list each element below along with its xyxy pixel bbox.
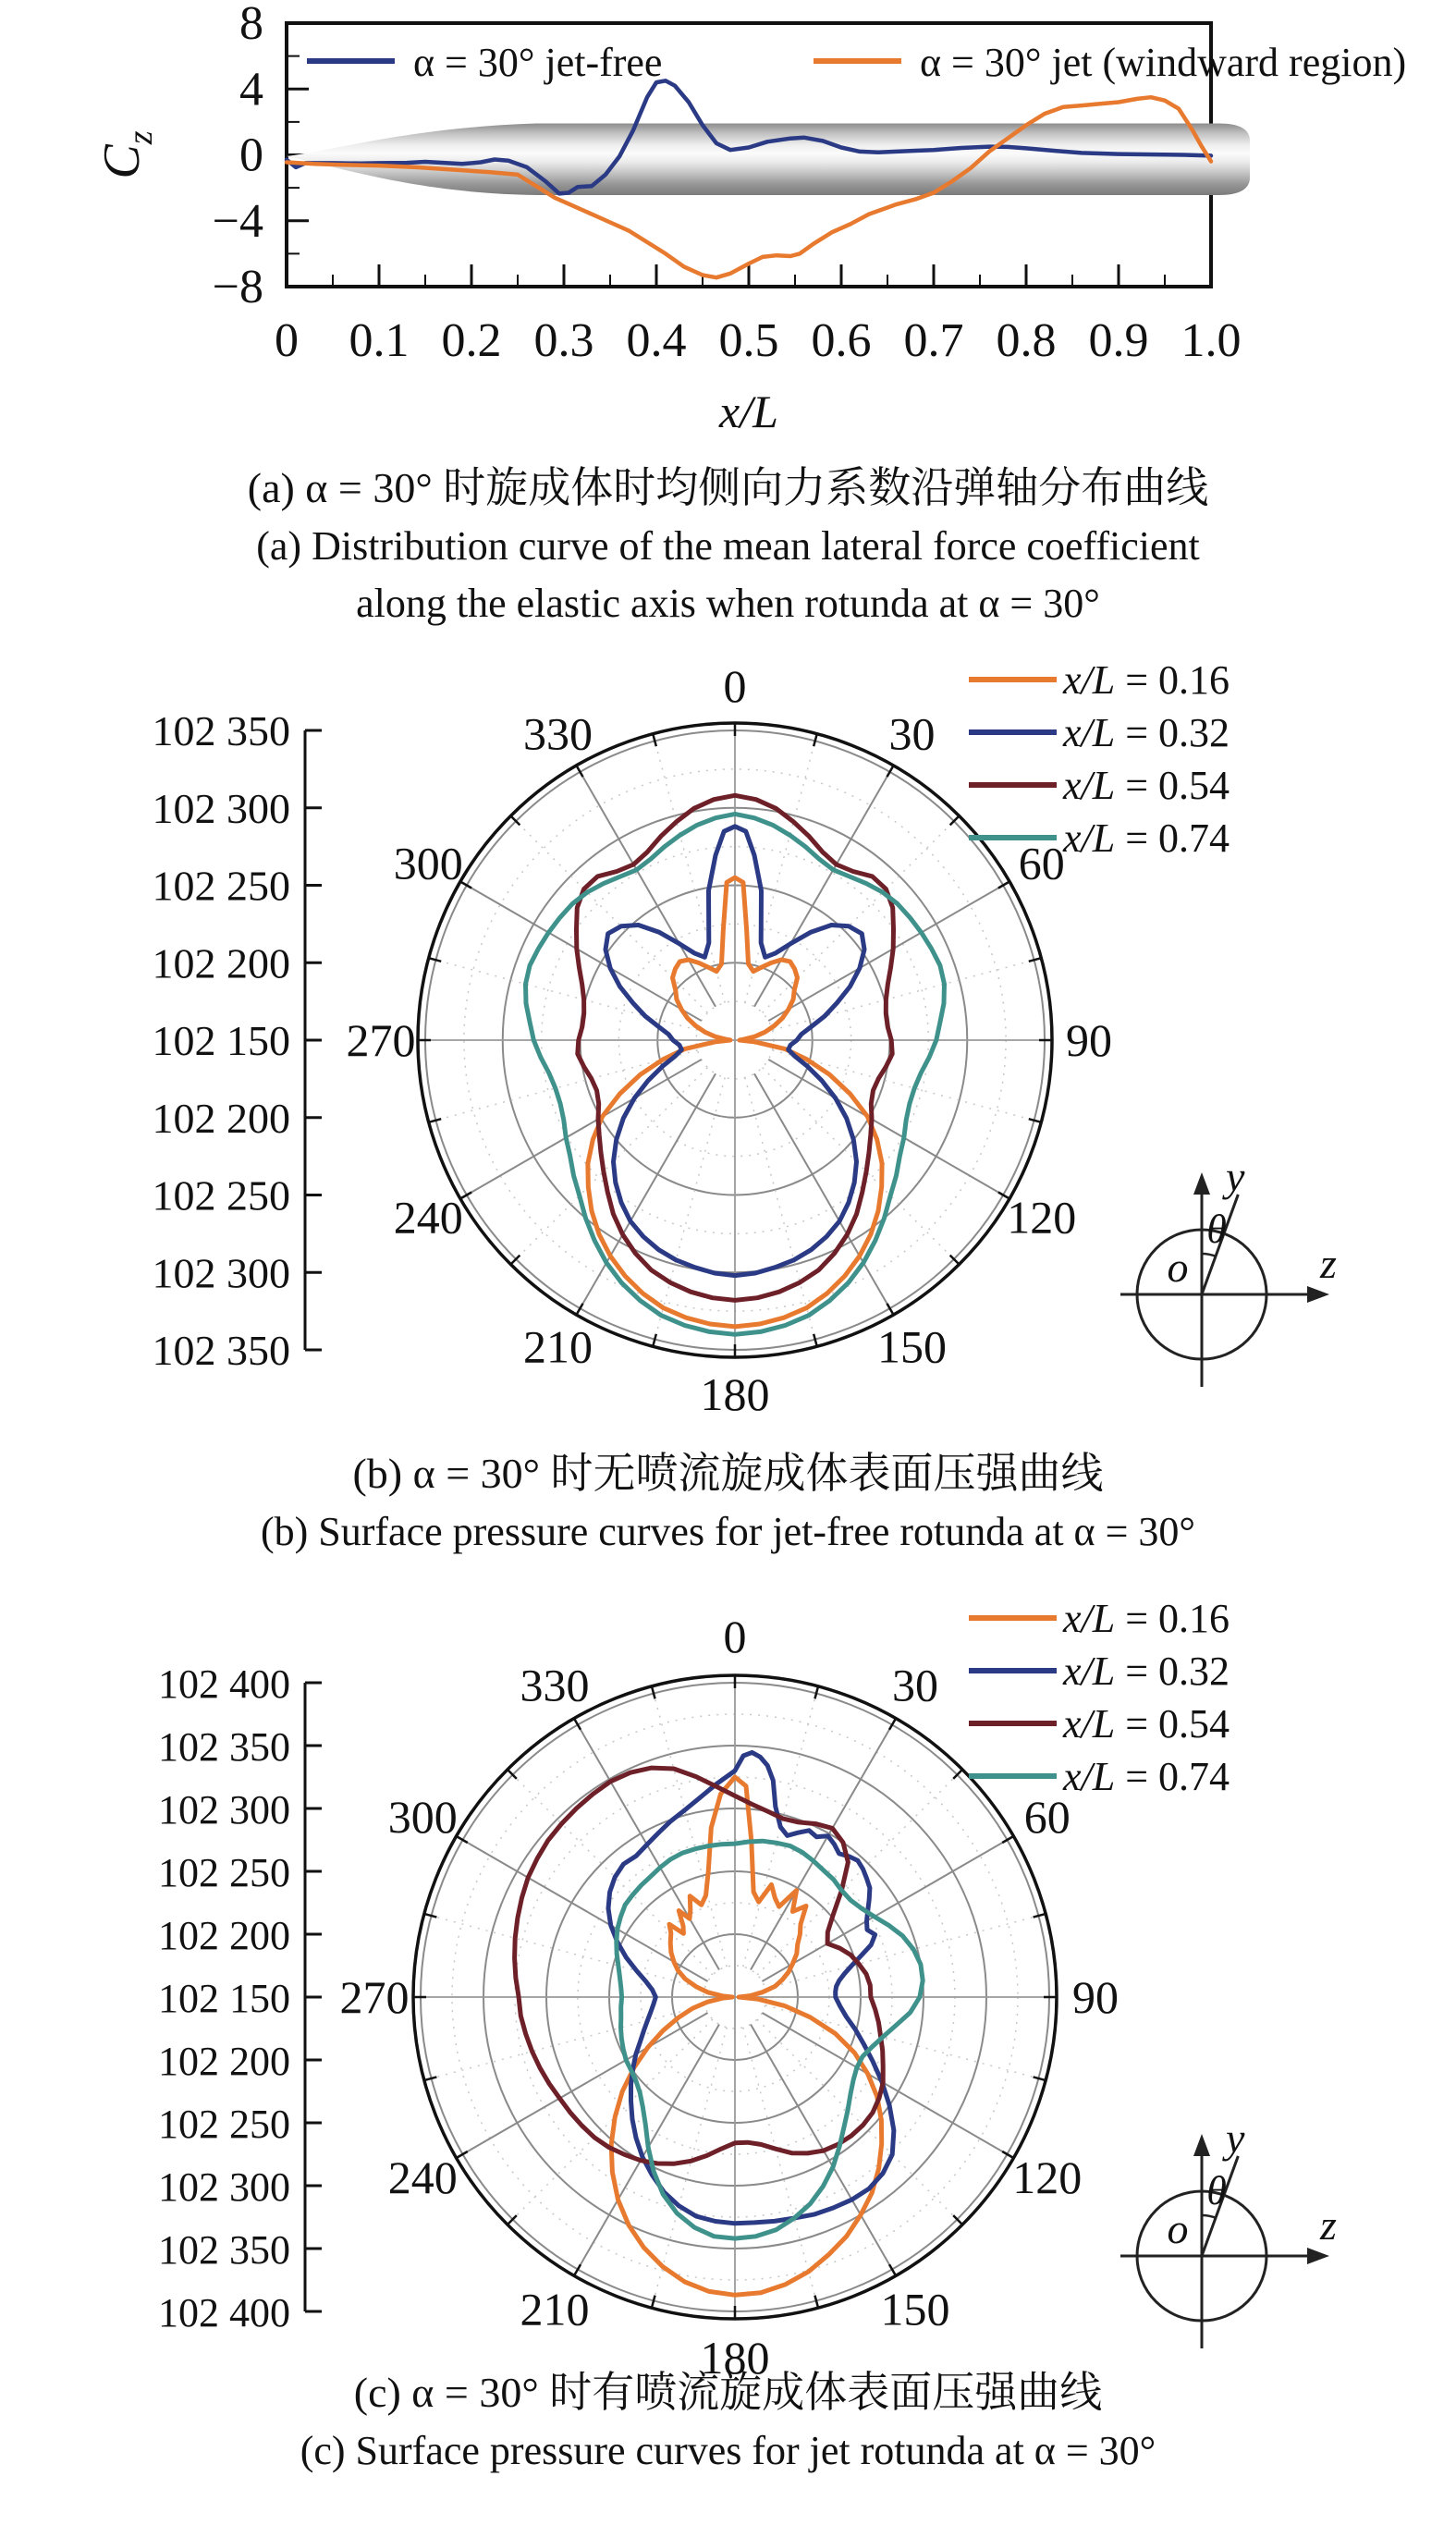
- chart-b-polar-jetfree-canvas: [0, 629, 1456, 1544]
- inset-z-label: z: [1320, 1240, 1337, 1287]
- caption-c-chinese: (c) α = 30° 时有喷流旋成体表面压强曲线: [353, 2369, 1103, 2416]
- polar-outer-tick: [814, 734, 817, 747]
- angle-label: 180: [700, 2332, 770, 2384]
- polar-spoke: [516, 821, 707, 1012]
- legend-label: [1062, 1649, 1230, 1694]
- polar-outer-tick: [424, 1914, 437, 1918]
- angle-label: 150: [880, 2283, 950, 2335]
- angle-label: 210: [520, 2283, 590, 2335]
- pressure-axis-label: 102 250: [152, 862, 290, 910]
- tspan-shape: = 0.54: [1115, 1701, 1230, 1747]
- caption-c: [0, 2363, 1456, 2480]
- polar-outer-tick: [508, 1770, 517, 1779]
- x-tick-label: 0.3: [533, 314, 594, 367]
- polar-outer-tick: [510, 815, 520, 825]
- pressure-axis-label: 102 400: [158, 2290, 290, 2335]
- legend-label: α = 30° jet (windward region): [920, 40, 1407, 85]
- polar-outer-tick: [1029, 958, 1042, 962]
- angle-label: 60: [1023, 1791, 1071, 1843]
- angle-label: 30: [892, 1659, 938, 1711]
- angle-label: 120: [1012, 2151, 1083, 2203]
- tspan-shape: = 0.16: [1115, 1596, 1230, 1641]
- tspan-shape: x/L: [1063, 1701, 1116, 1747]
- x-tick-label: 0.7: [903, 314, 964, 367]
- inset-origin-label: o: [1167, 1244, 1189, 1291]
- polar-outer-tick: [424, 2077, 437, 2080]
- tspan-shape: = 0.54: [1115, 763, 1230, 808]
- angle-label: 270: [339, 1971, 410, 2023]
- polar-outer-tick: [953, 2215, 962, 2225]
- angle-label: 240: [393, 1191, 463, 1244]
- inset-y-label: y: [1226, 1153, 1245, 1200]
- polar-outer-tick: [653, 1334, 656, 1347]
- angle-label: 0: [723, 660, 747, 712]
- chart-c-polar-jet-canvas: [0, 1572, 1456, 2385]
- inset-y-arrow-icon: [1193, 1172, 1210, 1195]
- angle-label: 300: [393, 837, 463, 889]
- rotunda-body-silhouette: [287, 124, 1250, 196]
- polar-outer-tick: [814, 1686, 818, 1699]
- x-tick-label: 0.5: [718, 314, 779, 367]
- polar-series-curve: [515, 1768, 884, 2163]
- pressure-axis-label: 102 150: [158, 1976, 290, 2021]
- polar-outer-tick: [1034, 1914, 1046, 1918]
- tspan-shape: = 0.16: [1115, 657, 1230, 703]
- tspan-shape: = 0.74: [1115, 1754, 1230, 1799]
- x-tick-label: 0.2: [441, 314, 502, 367]
- angle-label: 330: [523, 707, 593, 760]
- legend-label: [1062, 763, 1230, 808]
- y-tick-label: 4: [239, 63, 263, 116]
- angle-label: 90: [1066, 1014, 1112, 1066]
- polar-outer-tick: [653, 734, 656, 747]
- inset-theta-arc: [1202, 1254, 1216, 1256]
- x-tick-label: 0.6: [811, 314, 872, 367]
- legend-label: [1062, 1596, 1230, 1641]
- polar-outer-tick: [1034, 2077, 1046, 2080]
- caption-a-english-line2: along the elastic axis when rotunda at α = 30°: [356, 581, 1100, 626]
- caption-b-english: (b) Surface pressure curves for jet-free rotunda at α = 30°: [260, 1509, 1196, 1554]
- pressure-axis-label: 102 350: [158, 1724, 290, 1770]
- polar-outer-tick: [814, 2296, 818, 2309]
- tspan-shape: x/L: [1063, 710, 1116, 755]
- inset-theta-arc: [1202, 2215, 1216, 2218]
- y-tick-label: −8: [212, 261, 263, 313]
- angle-label: 270: [346, 1014, 416, 1066]
- inset-y-label: y: [1226, 2114, 1245, 2162]
- caption-b: [0, 1444, 1456, 1561]
- legend-label: [1062, 657, 1230, 703]
- polar-spoke: [763, 821, 954, 1012]
- polar-outer-tick: [429, 1119, 442, 1122]
- caption-b-chinese: (b) α = 30° 时无喷流旋成体表面压强曲线: [352, 1450, 1104, 1497]
- angle-label: 0: [723, 1611, 747, 1662]
- pressure-axis-label: 102 300: [152, 1249, 290, 1297]
- legend-label: [1062, 815, 1230, 861]
- caption-a: [0, 459, 1456, 632]
- polar-spoke: [768, 1060, 1003, 1195]
- angle-label: 240: [387, 2151, 458, 2203]
- polar-outer-tick: [953, 1770, 962, 1779]
- angle-label: 330: [520, 1659, 590, 1711]
- polar-spoke: [743, 2028, 816, 2301]
- polar-spoke: [765, 1916, 1039, 1989]
- inset-z-label: z: [1320, 2201, 1337, 2249]
- tspan-shape: x/L: [1063, 815, 1116, 861]
- polar-outer-tick: [510, 1256, 520, 1265]
- angle-label: 90: [1072, 1971, 1119, 2023]
- polar-outer-tick: [1029, 1119, 1042, 1122]
- angle-label: 300: [387, 1791, 458, 1843]
- polar-outer-tick: [814, 1334, 817, 1347]
- tspan-shape: C: [93, 144, 151, 179]
- pressure-axis-label: 102 250: [152, 1171, 290, 1220]
- polar-outer-tick: [950, 1256, 960, 1265]
- pressure-axis-label: 102 350: [152, 1327, 290, 1374]
- x-tick-label: 0: [275, 314, 299, 367]
- x-tick-label: 0.8: [996, 314, 1057, 367]
- angle-label: 30: [888, 707, 936, 760]
- pressure-axis-label: 102 400: [158, 1661, 290, 1707]
- x-tick-label: 0.4: [626, 314, 687, 367]
- caption-a-english-line1: (a) Distribution curve of the mean lateral force coefficient: [256, 523, 1200, 569]
- angle-label: 150: [877, 1320, 947, 1373]
- tspan-shape: x/L: [1063, 763, 1116, 808]
- angle-label: 120: [1007, 1191, 1077, 1244]
- pressure-axis-label: 102 300: [158, 1787, 290, 1832]
- legend-label: [1062, 1754, 1230, 1799]
- polar-outer-tick: [652, 1686, 655, 1699]
- polar-spoke: [432, 1916, 705, 1989]
- tspan-shape: = 0.74: [1115, 815, 1230, 861]
- polar-outer-tick: [652, 2296, 655, 2309]
- pressure-axis-label: 102 200: [158, 1913, 290, 1958]
- pressure-axis-label: 102 300: [152, 784, 290, 832]
- pressure-axis-label: 102 200: [152, 1094, 290, 1142]
- chart-a-lateral-force-canvas: [0, 0, 1456, 444]
- pressure-axis-label: 102 350: [152, 707, 290, 754]
- tspan-shape: z: [121, 130, 160, 145]
- x-tick-label: 0.1: [349, 314, 410, 367]
- y-tick-label: 8: [239, 0, 263, 50]
- caption-c-english: (c) Surface pressure curves for jet rotunda at α = 30°: [300, 2428, 1156, 2473]
- legend-label: [1062, 1701, 1230, 1747]
- tspan-shape: = 0.32: [1115, 710, 1230, 755]
- tspan-shape: x/L: [1063, 657, 1116, 703]
- inset-z-arrow-icon: [1307, 2248, 1329, 2264]
- polar-spoke: [467, 1060, 702, 1195]
- angle-label: 180: [700, 1368, 770, 1420]
- x-tick-label: 0.9: [1088, 314, 1149, 367]
- tspan-shape: x/L: [1063, 1754, 1116, 1799]
- angle-label: 60: [1018, 837, 1065, 889]
- polar-outer-tick: [950, 815, 960, 825]
- tspan-shape: x/L: [1063, 1596, 1116, 1641]
- pressure-axis-label: 102 250: [158, 1850, 290, 1895]
- tspan-shape: x/L: [1063, 1649, 1116, 1694]
- pressure-axis-label: 102 200: [152, 939, 290, 987]
- inset-z-arrow-icon: [1307, 1286, 1329, 1303]
- polar-outer-tick: [429, 958, 442, 962]
- tspan-shape: = 0.32: [1115, 1649, 1230, 1694]
- inset-theta-label: θ: [1206, 1207, 1227, 1252]
- pressure-axis-label: 102 250: [158, 2102, 290, 2147]
- y-axis-title: [93, 130, 160, 178]
- pressure-axis-label: 102 350: [158, 2227, 290, 2273]
- pressure-axis-label: 102 200: [158, 2039, 290, 2084]
- polar-spoke: [432, 2005, 705, 2078]
- pressure-axis-label: 102 150: [152, 1017, 290, 1064]
- inset-theta-label: θ: [1206, 2168, 1227, 2213]
- legend-label: [1062, 710, 1230, 755]
- y-tick-label: 0: [239, 129, 263, 182]
- x-tick-label: 1.0: [1181, 314, 1242, 367]
- inset-y-arrow-icon: [1193, 2134, 1210, 2156]
- inset-origin-label: o: [1167, 2205, 1189, 2252]
- angle-label: 210: [523, 1320, 593, 1373]
- legend-label: α = 30° jet-free: [413, 40, 663, 85]
- caption-a-chinese: (a) α = 30° 时旋成体时均侧向力系数沿弹轴分布曲线: [247, 464, 1209, 511]
- polar-outer-tick: [508, 2215, 517, 2225]
- pressure-axis-label: 102 300: [158, 2164, 290, 2210]
- x-axis-title: x/L: [719, 386, 778, 437]
- y-tick-label: −4: [212, 194, 263, 248]
